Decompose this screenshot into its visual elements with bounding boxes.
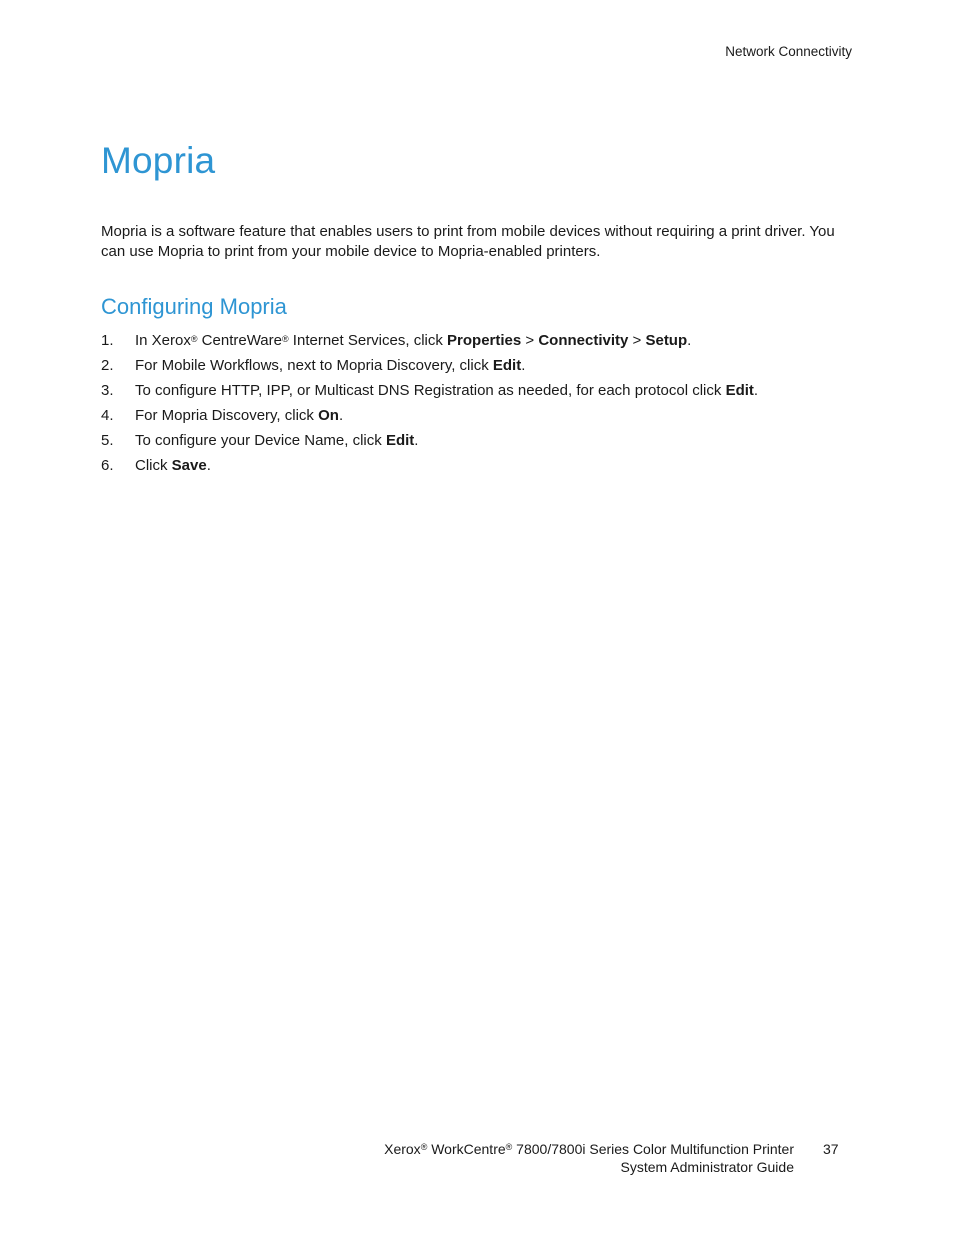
step-action: Edit [492, 357, 522, 374]
registered-mark: ® [190, 334, 198, 344]
registered-mark: ® [282, 334, 289, 344]
step-text: Click Save. [135, 457, 211, 474]
step-text: For Mopria Discovery, click On. [135, 407, 344, 424]
step-text: For Mobile Workflows, next to Mopria Discovery, click Edit. [135, 357, 526, 374]
step-number: 1. [101, 332, 114, 349]
footer-product [300, 1140, 794, 1176]
registered-mark: ® [505, 1142, 513, 1152]
intro-paragraph: Mopria is a software feature that enables users to print from mobile devices without requiring a print driver. You can use Mopria to print from your mobile device to Mopria-enabled printers. [101, 223, 835, 260]
footer-guide-title: System Administrator Guide [620, 1159, 794, 1175]
footer-product-line: Xerox® WorkCentre® 7800/7800i Series Color Multifunction Printer [384, 1141, 794, 1157]
steps-list [101, 331, 861, 481]
menu-connectivity: Connectivity [538, 332, 629, 349]
step-number: 3. [101, 382, 114, 399]
page-number: 37 [823, 1141, 839, 1157]
step-item [101, 356, 861, 381]
step-item [101, 331, 861, 356]
step-action: Edit [385, 432, 415, 449]
step-action: Edit [725, 382, 754, 399]
step-number: 6. [101, 457, 114, 474]
step-number: 4. [101, 407, 114, 424]
page-title: Mopria [101, 140, 216, 181]
step-item [101, 381, 861, 406]
step-item [101, 431, 861, 456]
step-action: On [318, 407, 339, 424]
step-text: To configure your Device Name, click Edit. [135, 432, 419, 449]
registered-mark: ® [420, 1142, 428, 1152]
menu-properties: Properties [447, 332, 522, 349]
running-header: Network Connectivity [725, 44, 852, 59]
step-item [101, 456, 861, 481]
step-item [101, 406, 861, 431]
menu-setup: Setup [645, 332, 688, 349]
section-title: Configuring Mopria [101, 294, 287, 319]
step-number: 2. [101, 357, 114, 374]
step-text: In Xerox® CentreWare® Internet Services, click Properties > Connectivity > Setup. [135, 332, 692, 349]
step-number: 5. [101, 432, 114, 449]
step-action: Save [171, 457, 207, 474]
step-text: To configure HTTP, IPP, or Multicast DNS Registration as needed, for each protocol click Edit. [135, 382, 759, 399]
